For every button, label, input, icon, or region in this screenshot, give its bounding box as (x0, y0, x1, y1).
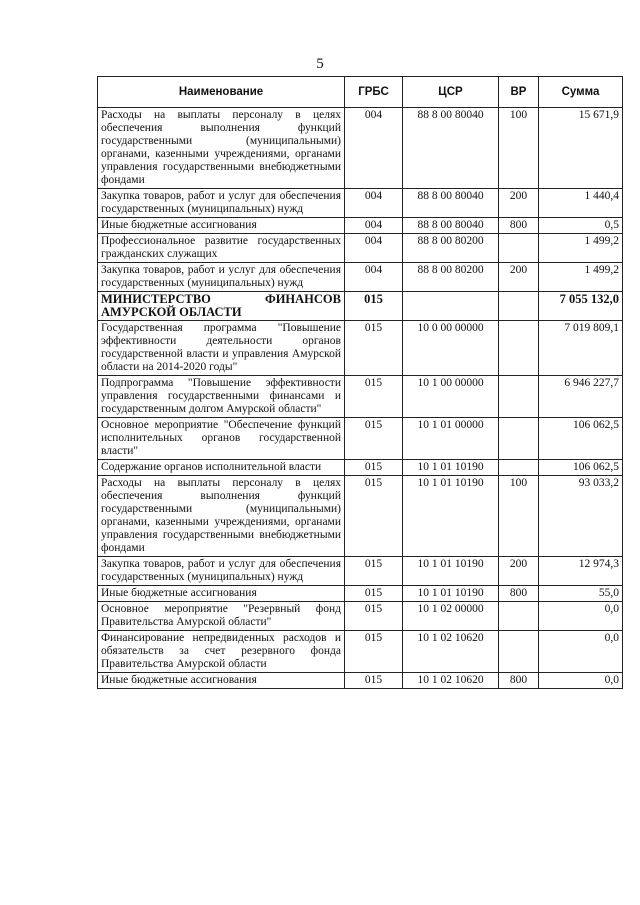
cell-vr: 100 (499, 476, 539, 557)
table-row (98, 586, 623, 602)
cell-name: Государственная программа "Повышение эффективности деятельности органов государственной власти и управления Амурской области на 2014-2020 годы" (98, 321, 345, 376)
cell-grbs: 015 (345, 476, 403, 557)
cell-name: Иные бюджетные ассигнования (98, 586, 345, 602)
budget-table (97, 76, 623, 689)
cell-vr (499, 321, 539, 376)
cell-grbs: 015 (345, 460, 403, 476)
header-csr: ЦСР (403, 77, 499, 108)
cell-vr (499, 631, 539, 673)
cell-grbs: 004 (345, 234, 403, 263)
table-row (98, 263, 623, 292)
cell-sum: 6 946 227,7 (539, 376, 623, 418)
cell-csr: 10 1 02 10620 (403, 631, 499, 673)
cell-name: МИНИСТЕРСТВО ФИНАНСОВ АМУРСКОЙ ОБЛАСТИ (98, 292, 345, 321)
cell-name: Закупка товаров, работ и услуг для обеспечения государственных (муниципальных) нужд (98, 189, 345, 218)
cell-vr (499, 460, 539, 476)
header-vr: ВР (499, 77, 539, 108)
cell-vr (499, 234, 539, 263)
cell-sum: 7 055 132,0 (539, 292, 623, 321)
table-row (98, 418, 623, 460)
header-sum: Сумма (539, 77, 623, 108)
header-name: Наименование (98, 77, 345, 108)
cell-grbs: 004 (345, 263, 403, 292)
cell-sum: 12 974,3 (539, 557, 623, 586)
cell-sum: 0,5 (539, 218, 623, 234)
cell-csr: 10 1 01 10190 (403, 476, 499, 557)
cell-sum: 0,0 (539, 673, 623, 689)
cell-vr (499, 602, 539, 631)
cell-sum: 1 499,2 (539, 234, 623, 263)
table-row (98, 557, 623, 586)
table-row (98, 108, 623, 189)
cell-sum: 1 440,4 (539, 189, 623, 218)
cell-grbs: 015 (345, 557, 403, 586)
cell-csr: 88 8 00 80200 (403, 263, 499, 292)
table-row (98, 376, 623, 418)
table-row (98, 476, 623, 557)
cell-sum: 55,0 (539, 586, 623, 602)
cell-name: Иные бюджетные ассигнования (98, 218, 345, 234)
table-row (98, 631, 623, 673)
cell-csr: 10 1 00 00000 (403, 376, 499, 418)
cell-vr: 100 (499, 108, 539, 189)
cell-name: Расходы на выплаты персоналу в целях обеспечения выполнения функций государственными (муниципальными) органами, казенными учреждениями, органами управления государственными внебюджетными фондами (98, 476, 345, 557)
cell-sum: 0,0 (539, 602, 623, 631)
cell-vr: 200 (499, 189, 539, 218)
cell-name: Подпрограмма "Повышение эффективности управления государственными финансами и государственным долгом Амурской области" (98, 376, 345, 418)
table-row (98, 321, 623, 376)
cell-csr: 10 1 01 10190 (403, 460, 499, 476)
cell-name: Закупка товаров, работ и услуг для обеспечения государственных (муниципальных) нужд (98, 557, 345, 586)
cell-vr: 800 (499, 673, 539, 689)
cell-name: Профессиональное развитие государственных гражданских служащих (98, 234, 345, 263)
cell-sum: 106 062,5 (539, 460, 623, 476)
cell-grbs: 015 (345, 418, 403, 460)
cell-csr: 10 1 02 00000 (403, 602, 499, 631)
cell-grbs: 004 (345, 189, 403, 218)
cell-grbs: 015 (345, 602, 403, 631)
cell-grbs: 015 (345, 586, 403, 602)
table-row (98, 460, 623, 476)
cell-csr: 10 1 01 10190 (403, 586, 499, 602)
cell-grbs: 015 (345, 673, 403, 689)
cell-csr: 88 8 00 80040 (403, 189, 499, 218)
table-row (98, 673, 623, 689)
page-number: 5 (316, 56, 324, 72)
cell-grbs: 015 (345, 376, 403, 418)
table-row (98, 189, 623, 218)
table-row (98, 218, 623, 234)
cell-sum: 93 033,2 (539, 476, 623, 557)
cell-name: Основное мероприятие "Резервный фонд Правительства Амурской области" (98, 602, 345, 631)
cell-name: Иные бюджетные ассигнования (98, 673, 345, 689)
cell-grbs: 004 (345, 218, 403, 234)
cell-csr: 88 8 00 80200 (403, 234, 499, 263)
cell-vr (499, 292, 539, 321)
cell-csr: 88 8 00 80040 (403, 218, 499, 234)
cell-name: Основное мероприятие "Обеспечение функций исполнительных органов государственной власти" (98, 418, 345, 460)
table-row (98, 292, 623, 321)
cell-grbs: 015 (345, 321, 403, 376)
cell-name: Закупка товаров, работ и услуг для обеспечения государственных (муниципальных) нужд (98, 263, 345, 292)
cell-sum: 106 062,5 (539, 418, 623, 460)
cell-grbs: 004 (345, 108, 403, 189)
cell-csr: 10 0 00 00000 (403, 321, 499, 376)
cell-csr (403, 292, 499, 321)
cell-csr: 10 1 01 00000 (403, 418, 499, 460)
cell-vr (499, 376, 539, 418)
cell-grbs: 015 (345, 631, 403, 673)
cell-vr: 200 (499, 263, 539, 292)
cell-vr: 800 (499, 586, 539, 602)
cell-sum: 1 499,2 (539, 263, 623, 292)
cell-vr (499, 418, 539, 460)
cell-name: Финансирование непредвиденных расходов и обязательств за счет резервного фонда Правительства Амурской области (98, 631, 345, 673)
table-row (98, 234, 623, 263)
cell-csr: 10 1 02 10620 (403, 673, 499, 689)
cell-vr: 800 (499, 218, 539, 234)
cell-name: Расходы на выплаты персоналу в целях обеспечения выполнения функций государственными (муниципальными) органами, казенными учреждениями, органами управления государственными внебюджетными фондами (98, 108, 345, 189)
cell-csr: 10 1 01 10190 (403, 557, 499, 586)
cell-vr: 200 (499, 557, 539, 586)
cell-grbs: 015 (345, 292, 403, 321)
cell-csr: 88 8 00 80040 (403, 108, 499, 189)
table-header-row (98, 77, 623, 108)
cell-sum: 15 671,9 (539, 108, 623, 189)
table-row (98, 602, 623, 631)
cell-sum: 7 019 809,1 (539, 321, 623, 376)
header-grbs: ГРБС (345, 77, 403, 108)
cell-sum: 0,0 (539, 631, 623, 673)
cell-name: Содержание органов исполнительной власти (98, 460, 345, 476)
